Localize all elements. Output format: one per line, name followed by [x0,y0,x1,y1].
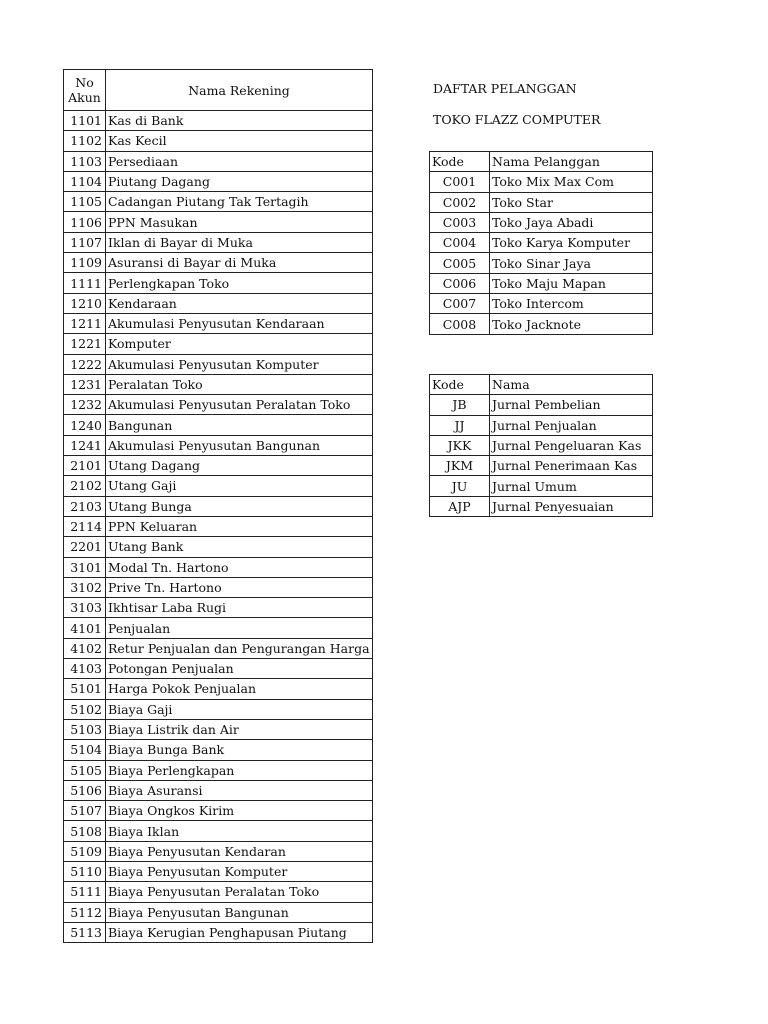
account-name-cell: Biaya Listrik dan Air [106,719,373,739]
account-name-cell: Biaya Iklan [106,821,373,841]
account-name-cell: Retur Penjualan dan Pengurangan Harga [106,638,373,658]
column-header-account-name: Nama Rekening [106,70,373,111]
account-number-cell: 1241 [64,435,106,455]
table-row [64,131,373,151]
table-row [64,293,373,313]
column-header-journal-name: Nama [490,375,653,395]
table-row [430,395,653,415]
account-name-cell: Asuransi di Bayar di Muka [106,253,373,273]
table-row [64,841,373,861]
account-number-cell: 5102 [64,699,106,719]
table-row [64,659,373,679]
account-name-cell: Biaya Penyusutan Kendaran [106,841,373,861]
table-row [64,861,373,881]
customer-table [429,151,653,335]
table-row [64,313,373,333]
table-row [64,699,373,719]
account-number-cell: 2103 [64,496,106,516]
account-name-cell: Biaya Penyusutan Komputer [106,861,373,881]
account-name-cell: Ikhtisar Laba Rugi [106,598,373,618]
table-row [64,354,373,374]
account-number-cell: 5110 [64,861,106,881]
account-number-cell: 1106 [64,212,106,232]
account-name-cell: Utang Dagang [106,456,373,476]
table-row [64,902,373,922]
column-header-code: Kode [430,375,490,395]
account-number-cell: 5107 [64,801,106,821]
table-row [64,253,373,273]
account-number-cell: 5109 [64,841,106,861]
account-number-cell: 1222 [64,354,106,374]
table-row [64,395,373,415]
account-number-cell: 5106 [64,780,106,800]
customer-name-cell: Toko Karya Komputer [490,233,653,253]
table-row [430,496,653,516]
table-row [64,212,373,232]
table-row [64,719,373,739]
column-header-account-no: No Akun [64,70,106,111]
account-number-cell: 3103 [64,598,106,618]
column-header-customer-name: Nama Pelanggan [490,152,653,172]
table-row [430,212,653,232]
account-name-cell: Komputer [106,334,373,354]
account-number-cell: 3101 [64,557,106,577]
customer-list-title: DAFTAR PELANGGAN [433,81,577,96]
account-number-cell: 1103 [64,151,106,171]
table-row [64,638,373,658]
account-number-cell: 1104 [64,171,106,191]
journal-name-cell: Jurnal Umum [490,476,653,496]
table-row [64,557,373,577]
customer-name-cell: Toko Star [490,192,653,212]
account-number-cell: 1101 [64,111,106,131]
account-number-cell: 5101 [64,679,106,699]
journal-table-body [430,395,653,517]
journal-name-cell: Jurnal Penjualan [490,415,653,435]
customer-name-cell: Toko Sinar Jaya [490,253,653,273]
customer-name-cell: Toko Jaya Abadi [490,212,653,232]
table-row [64,537,373,557]
journal-name-cell: Jurnal Pengeluaran Kas [490,435,653,455]
account-name-cell: Perlengkapan Toko [106,273,373,293]
table-header-row [64,70,373,111]
customer-code-cell: C005 [430,253,490,273]
account-name-cell: Cadangan Piutang Tak Tertagih [106,192,373,212]
account-name-cell: Biaya Perlengkapan [106,760,373,780]
table-row [64,171,373,191]
account-number-cell: 5111 [64,882,106,902]
customer-name-cell: Toko Jacknote [490,314,653,334]
table-row [430,456,653,476]
account-number-cell: 1105 [64,192,106,212]
account-name-cell: Utang Bunga [106,496,373,516]
account-number-cell: 3102 [64,577,106,597]
account-name-cell: PPN Keluaran [106,516,373,536]
account-number-cell: 1102 [64,131,106,151]
account-number-cell: 2102 [64,476,106,496]
account-name-cell: Piutang Dagang [106,171,373,191]
account-number-cell: 1240 [64,415,106,435]
journal-code-table [429,374,653,517]
customer-name-cell: Toko Intercom [490,294,653,314]
account-number-cell: 4103 [64,659,106,679]
customer-code-cell: C004 [430,233,490,253]
account-name-cell: Modal Tn. Hartono [106,557,373,577]
customer-code-cell: C006 [430,273,490,293]
account-name-cell: Biaya Bunga Bank [106,740,373,760]
account-name-cell: Biaya Penyusutan Peralatan Toko [106,882,373,902]
table-row [64,232,373,252]
account-name-cell: Kas di Bank [106,111,373,131]
account-name-cell: Peralatan Toko [106,374,373,394]
account-number-cell: 4101 [64,618,106,638]
accounts-table-body [64,111,373,943]
customer-table-body [430,172,653,334]
account-name-cell: Biaya Penyusutan Bangunan [106,902,373,922]
account-number-cell: 2201 [64,537,106,557]
account-name-cell: Bangunan [106,415,373,435]
table-row [430,172,653,192]
customer-code-cell: C003 [430,212,490,232]
table-row [64,740,373,760]
customer-code-cell: C001 [430,172,490,192]
account-number-cell: 1211 [64,313,106,333]
table-row [64,577,373,597]
account-name-cell: Akumulasi Penyusutan Komputer [106,354,373,374]
account-name-cell: Akumulasi Penyusutan Peralatan Toko [106,395,373,415]
account-name-cell: Biaya Ongkos Kirim [106,801,373,821]
account-name-cell: Akumulasi Penyusutan Kendaraan [106,313,373,333]
account-number-cell: 1221 [64,334,106,354]
account-name-cell: Prive Tn. Hartono [106,577,373,597]
customer-code-cell: C007 [430,294,490,314]
table-row [64,598,373,618]
table-row [430,233,653,253]
table-row [64,882,373,902]
table-row [64,435,373,455]
account-number-cell: 5113 [64,922,106,942]
account-name-cell: Biaya Asuransi [106,780,373,800]
journal-code-cell: JU [430,476,490,496]
table-row [430,253,653,273]
journal-name-cell: Jurnal Pembelian [490,395,653,415]
account-number-cell: 5103 [64,719,106,739]
table-row [64,516,373,536]
chart-of-accounts-table [63,69,373,943]
table-row [64,922,373,942]
table-row [430,192,653,212]
customer-name-cell: Toko Maju Mapan [490,273,653,293]
table-row [64,334,373,354]
account-number-cell: 5108 [64,821,106,841]
table-row [430,314,653,334]
account-name-cell: Harga Pokok Penjualan [106,679,373,699]
table-row [64,618,373,638]
account-name-cell: Utang Gaji [106,476,373,496]
table-row [64,415,373,435]
table-row [64,374,373,394]
account-name-cell: Iklan di Bayar di Muka [106,232,373,252]
account-name-cell: Akumulasi Penyusutan Bangunan [106,435,373,455]
account-number-cell: 1210 [64,293,106,313]
table-row [64,192,373,212]
account-name-cell: Penjualan [106,618,373,638]
customer-name-cell: Toko Mix Max Com [490,172,653,192]
account-number-cell: 5104 [64,740,106,760]
table-row [430,294,653,314]
account-number-cell: 5105 [64,760,106,780]
account-name-cell: Kas Kecil [106,131,373,151]
account-number-cell: 1111 [64,273,106,293]
account-number-cell: 1232 [64,395,106,415]
account-name-cell: Kendaraan [106,293,373,313]
table-row [64,780,373,800]
journal-code-cell: JKK [430,435,490,455]
store-name: TOKO FLAZZ COMPUTER [433,112,601,127]
journal-name-cell: Jurnal Penerimaan Kas [490,456,653,476]
journal-code-cell: JKM [430,456,490,476]
journal-code-cell: JJ [430,415,490,435]
table-row [64,679,373,699]
table-header-row [430,375,653,395]
journal-code-cell: AJP [430,496,490,516]
customer-code-cell: C008 [430,314,490,334]
account-name-cell: Persediaan [106,151,373,171]
account-number-cell: 5112 [64,902,106,922]
account-name-cell: Utang Bank [106,537,373,557]
journal-name-cell: Jurnal Penyesuaian [490,496,653,516]
table-row [430,415,653,435]
journal-code-cell: JB [430,395,490,415]
account-number-cell: 1109 [64,253,106,273]
customer-code-cell: C002 [430,192,490,212]
table-row [64,456,373,476]
table-row [64,760,373,780]
account-number-cell: 4102 [64,638,106,658]
table-row [64,496,373,516]
column-header-code: Kode [430,152,490,172]
table-header-row [430,152,653,172]
account-name-cell: Biaya Gaji [106,699,373,719]
table-row [64,476,373,496]
account-number-cell: 2114 [64,516,106,536]
account-name-cell: PPN Masukan [106,212,373,232]
table-row [430,273,653,293]
account-name-cell: Biaya Kerugian Penghapusan Piutang [106,922,373,942]
account-number-cell: 2101 [64,456,106,476]
table-row [64,821,373,841]
table-row [64,273,373,293]
account-number-cell: 1107 [64,232,106,252]
table-row [64,801,373,821]
table-row [430,435,653,455]
account-number-cell: 1231 [64,374,106,394]
table-row [64,111,373,131]
table-row [64,151,373,171]
account-name-cell: Potongan Penjualan [106,659,373,679]
table-row [430,476,653,496]
